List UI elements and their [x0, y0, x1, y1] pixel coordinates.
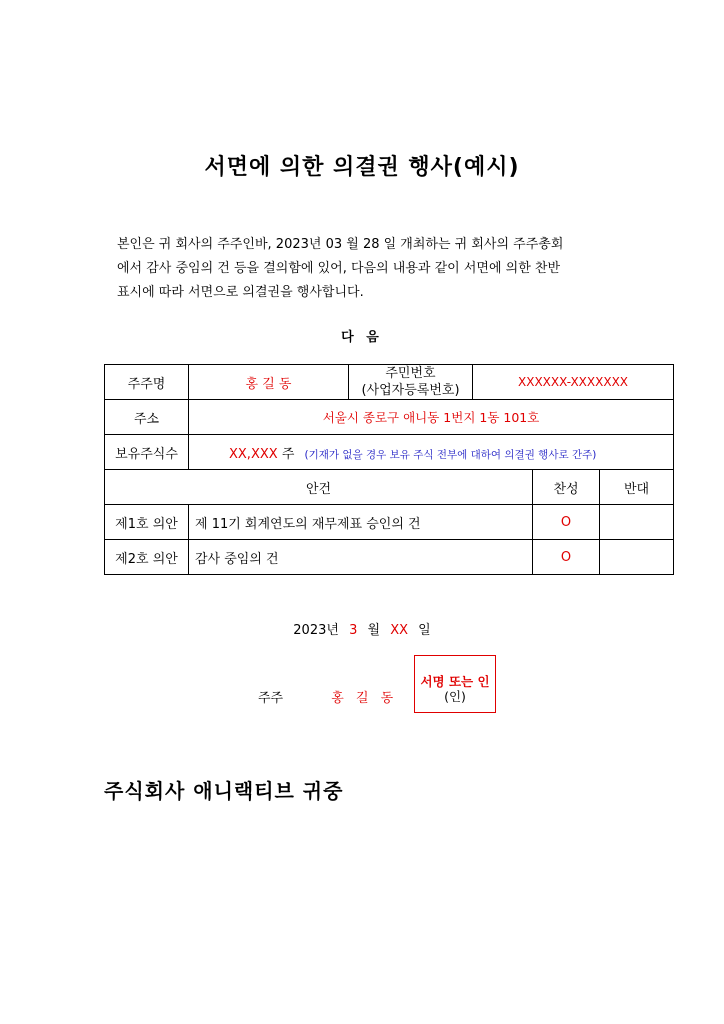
table-row: [105, 540, 674, 575]
address-value: 서울시 종로구 애니동 1번지 1동 101호: [189, 400, 674, 435]
approve-mark: O: [533, 505, 600, 540]
date-year: 2023년: [293, 623, 339, 638]
agenda-text: 감사 중임의 건: [189, 540, 533, 575]
id-number-label: [349, 365, 473, 400]
shareholder-name-value: 홍 길 동: [189, 365, 349, 400]
shares-label: 보유주식수: [105, 435, 189, 470]
approve-header: 찬성: [533, 470, 600, 505]
shareholder-signature-line: [258, 687, 397, 706]
oppose-mark: [600, 540, 674, 575]
table-row: [105, 365, 674, 400]
intro-paragraph: [117, 233, 637, 305]
agenda-header: 안건: [105, 470, 533, 505]
id-number-label-line2: (사업자등록번호): [361, 383, 460, 398]
document-title: 서면에 의한 의결권 행사(예시): [204, 155, 520, 180]
date-month: 3: [349, 623, 358, 638]
document-date: [0, 619, 724, 638]
shareholder-name: 홍 길 동: [331, 691, 398, 706]
voting-form-table: [104, 364, 674, 575]
table-row: [105, 435, 674, 470]
id-number-value: XXXXXX-XXXXXXX: [473, 365, 674, 400]
stamp-seal-label: (인): [444, 689, 466, 704]
shares-count: XX,XXX: [229, 446, 278, 462]
date-day-unit: 일: [418, 623, 431, 638]
table-row: [105, 505, 674, 540]
agenda-number: 제1호 의안: [105, 505, 189, 540]
intro-line-1: 본인은 귀 회사의 주주인바, 2023년 03 월 28 일 개최하는 귀 회사의 주주총회: [117, 237, 564, 252]
intro-line-3: 표시에 따라 서면으로 의결권을 행사합니다.: [117, 285, 364, 300]
shares-note: (기재가 없을 경우 보유 주식 전부에 대하여 의결권 행사로 간주): [304, 448, 597, 461]
oppose-header: 반대: [600, 470, 674, 505]
addressee: 주식회사 애니랙티브 귀중: [104, 779, 344, 803]
id-number-label-line1: 주민번호: [385, 366, 436, 381]
agenda-number: 제2호 의안: [105, 540, 189, 575]
oppose-mark: [600, 505, 674, 540]
date-day: XX: [390, 623, 409, 638]
stamp-label: 서명 또는 인: [420, 674, 490, 689]
table-row: [105, 400, 674, 435]
approve-mark: O: [533, 540, 600, 575]
address-label: 주소: [105, 400, 189, 435]
shareholder-label: 주주: [258, 691, 284, 706]
shareholder-name-label: 주주명: [105, 365, 189, 400]
intro-line-2: 에서 감사 중임의 건 등을 결의함에 있어, 다음의 내용과 같이 서면에 의한 찬반: [117, 261, 561, 276]
shares-unit: 주: [281, 446, 295, 462]
signature-stamp-box: [414, 655, 496, 713]
section-heading: 다 음: [341, 330, 383, 345]
agenda-text: 제 11기 회계연도의 재무제표 승인의 건: [189, 505, 533, 540]
table-header-row: [105, 470, 674, 505]
shares-value-cell: [189, 435, 674, 470]
date-month-unit: 월: [367, 623, 381, 638]
